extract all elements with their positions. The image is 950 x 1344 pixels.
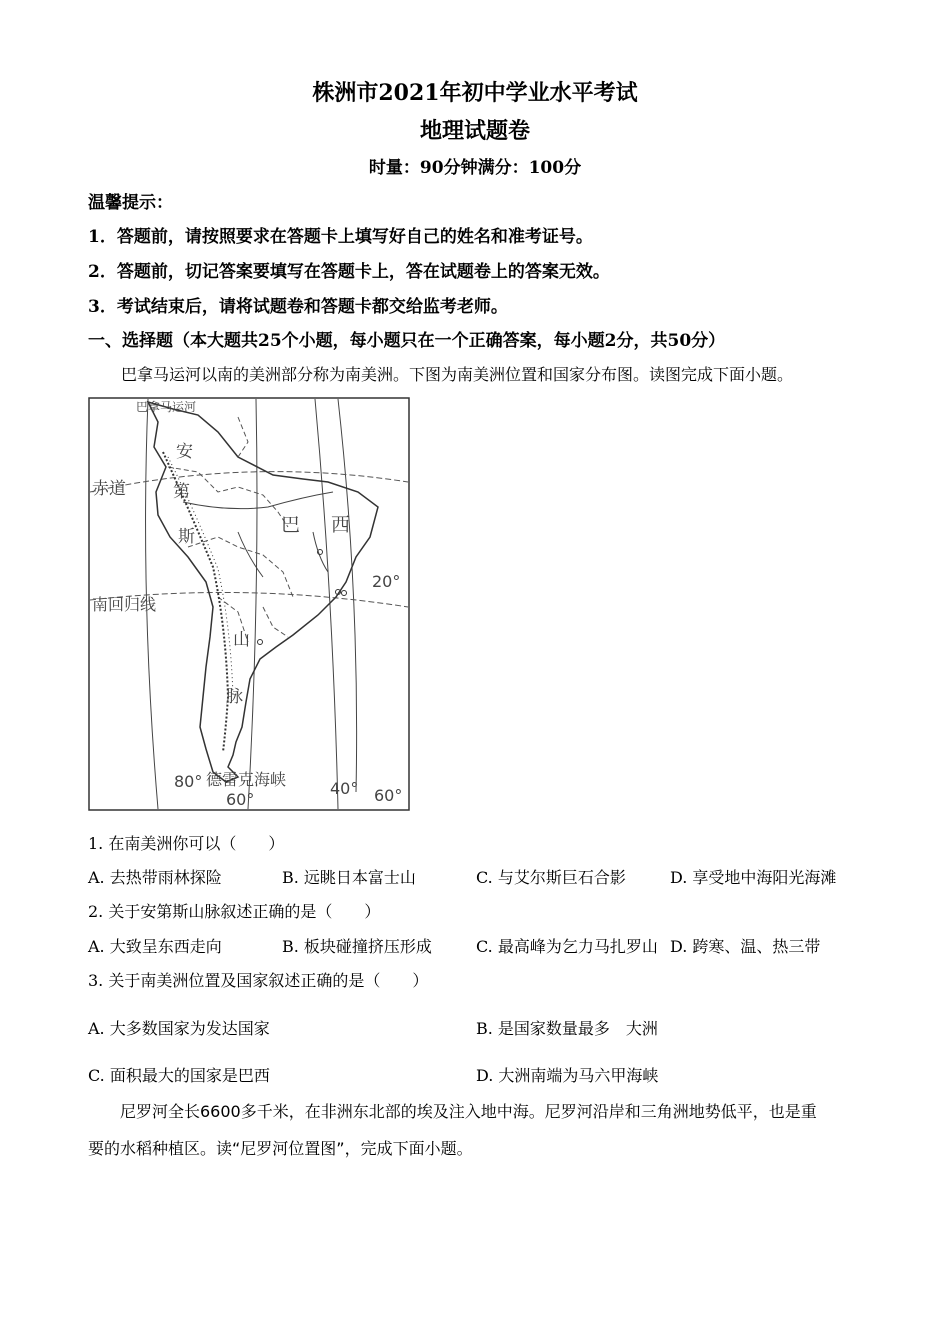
question-2-option-d[interactable]: D. 跨寒、温、热三带: [670, 937, 821, 956]
question-1-option-b[interactable]: B. 远眺日本富士山: [282, 868, 416, 887]
map-label-an: 安: [176, 442, 193, 462]
map-label-tropic: 南回归线: [92, 595, 157, 614]
map-label-si: 斯: [178, 527, 195, 547]
passage2-line1: 尼罗河全长6600多千米，在非洲东北部的埃及注入地中海。尼罗河沿岸和三角洲地势低平，也是重: [120, 1102, 817, 1121]
map-label-xi: 西: [331, 514, 351, 536]
map-label-lat20: 20°: [372, 572, 401, 591]
question-3-option-a[interactable]: A. 大多数国家为发达国家: [88, 1019, 270, 1038]
question-2-option-c[interactable]: C. 最高峰为乞力马扎罗山: [476, 937, 658, 956]
exam-subtitle: 地理试题卷: [419, 118, 530, 144]
map-label-ba: 巴: [281, 514, 301, 536]
map-label-equator: 赤道: [92, 479, 126, 499]
passage2-line2: 要的水稻种植区。读“尼罗河位置图”，完成下面小题。: [88, 1139, 473, 1158]
map-label-lon60a: 60°: [226, 790, 255, 809]
south-america-map: [88, 397, 410, 811]
note-item-2: 2．答题前，切记答案要填写在答题卡上，答在试题卷上的答案无效。: [88, 262, 610, 282]
map-label-lon40: 40°: [330, 779, 359, 798]
map-label-shan: 山: [233, 630, 250, 650]
question-2-stem: 2. 关于安第斯山脉叙述正确的是（ ）: [88, 902, 381, 921]
map-label-mai: 脉: [226, 687, 243, 707]
section1-intro: 巴拿马运河以南的美洲部分称为南美洲。下图为南美洲位置和国家分布图。读图完成下面小题。: [121, 365, 794, 384]
question-3-option-b[interactable]: B. 是国家数量最多 大洲: [476, 1019, 658, 1038]
question-1-stem: 1. 在南美洲你可以（ ）: [88, 834, 285, 853]
map-label-drake: 德雷克海峡: [206, 770, 287, 789]
question-2-option-b[interactable]: B. 板块碰撞挤压形成: [282, 937, 432, 956]
note-item-3: 3．考试结束后，请将试题卷和答题卡都交给监考老师。: [88, 297, 508, 317]
question-1-option-c[interactable]: C. 与艾尔斯巨石合影: [476, 868, 626, 887]
question-1-option-d[interactable]: D. 享受地中海阳光海滩: [670, 868, 837, 887]
question-1-option-a[interactable]: A. 去热带雨林探险: [88, 868, 222, 887]
map-label-lon80: 80°: [174, 772, 203, 791]
section1-heading: 一、选择题（本大题共25个小题，每小题只在一个正确答案，每小题2分，共50分）: [88, 331, 726, 351]
question-3-option-c[interactable]: C. 面积最大的国家是巴西: [88, 1066, 270, 1085]
map-label-panama: 巴拿马运河: [136, 400, 197, 414]
note-item-1: 1．答题前，请按照要求在答题卡上填写好自己的姓名和准考证号。: [88, 227, 593, 247]
question-3-option-d[interactable]: D. 大洲南端为马六甲海峡: [476, 1066, 659, 1085]
exam-title: 株洲市2021年初中学业水平考试: [312, 80, 638, 106]
map-label-di: 第: [173, 482, 190, 502]
notes-heading: 温馨提示：: [88, 193, 173, 213]
map-label-lon60b: 60°: [374, 786, 403, 805]
time-score: 时量：90分钟满分：100分: [368, 158, 582, 178]
question-2-option-a[interactable]: A. 大致呈东西走向: [88, 937, 222, 956]
question-3-stem: 3. 关于南美洲位置及国家叙述正确的是（ ）: [88, 971, 429, 990]
